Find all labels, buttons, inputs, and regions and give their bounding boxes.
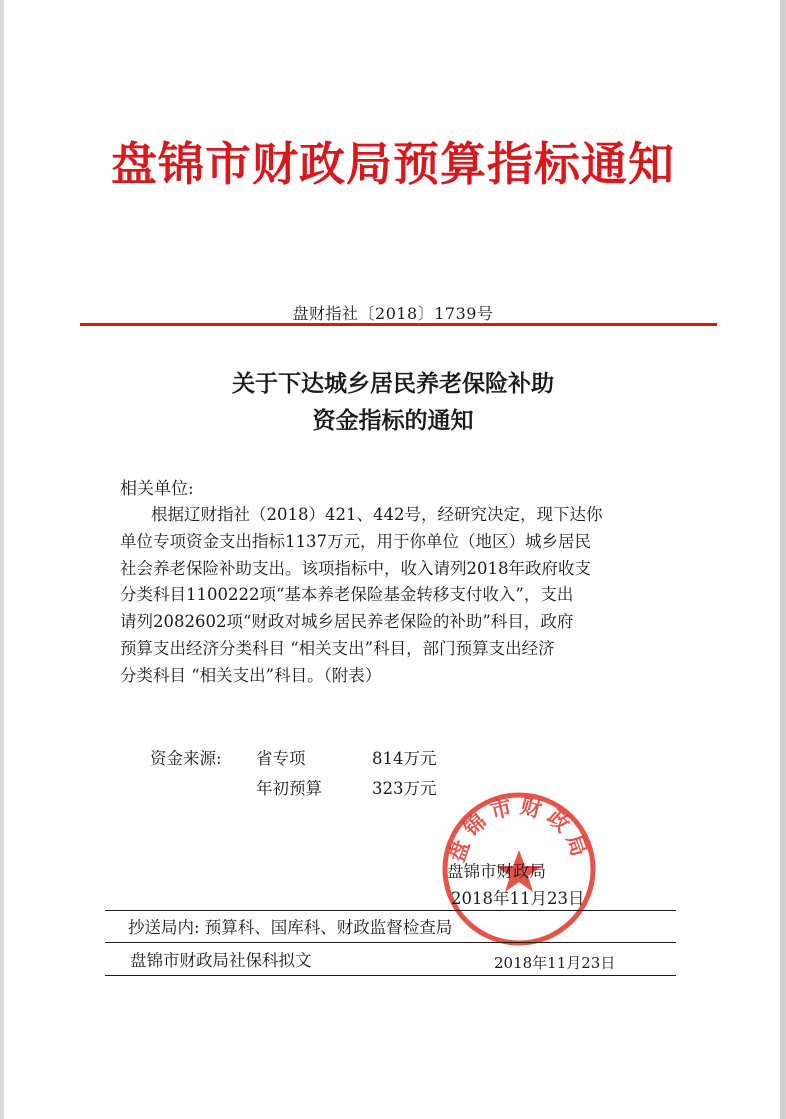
issue-date: 2018年11月23日 <box>451 889 585 908</box>
masthead: 盘锦市财政局预算指标通知 <box>111 137 675 191</box>
draft-date: 2018年11月23日 <box>494 954 616 972</box>
funding-item-name: 省专项 <box>256 749 306 768</box>
funding-item-amount: 814万元 <box>372 749 437 768</box>
funding-sources <box>150 744 470 804</box>
funding-row <box>150 744 470 774</box>
body-line: 社会养老保险补助支出。该项指标中，收入请列2018年政府收支 <box>120 558 591 578</box>
body-line: 分类科目1100222项“基本养老保险基金转移支付收入”，支出 <box>120 585 574 605</box>
body-line: 预算支出经济分类科目 “相关支出”科目，部门预算支出经济 <box>120 638 555 658</box>
funding-row <box>150 774 470 804</box>
cc-line: 抄送局内: 预算科、国库科、财政监督检查局 <box>128 918 453 937</box>
drafter-line: 盘锦市财政局社保科拟文 <box>130 951 312 970</box>
funding-item-name: 年初预算 <box>256 779 322 798</box>
salutation: 相关单位: <box>120 479 194 499</box>
body-line: 分类科目 “相关支出”科目。（附表） <box>120 665 382 685</box>
body-line: 请列2082602项“财政对城乡居民养老保险的补助”科目，政府 <box>120 612 574 632</box>
document-number: 盘财指社〔2018〕1739号 <box>292 304 494 323</box>
body-paragraph <box>120 502 690 690</box>
body-line: 单位专项资金支出指标1137万元，用于你单位（地区）城乡居民 <box>120 531 591 551</box>
svg-text:盘锦市财政局: 盘锦市财政局 <box>444 793 594 865</box>
issuer-block <box>447 858 584 912</box>
footer-rule-bottom <box>105 975 676 976</box>
title-line-2: 资金指标的通知 <box>312 408 474 434</box>
funding-item-amount: 323万元 <box>372 779 437 798</box>
issuer-name: 盘锦市财政局 <box>447 862 546 881</box>
footer-rule-middle <box>105 942 676 943</box>
red-divider <box>80 323 717 326</box>
document-title <box>0 366 786 440</box>
footer-rule-top <box>105 910 676 911</box>
funding-label: 资金来源: <box>150 749 222 768</box>
title-line-1: 关于下达城乡居民养老保险补助 <box>232 371 554 397</box>
body-line: 根据辽财指社（2018）421、442号，经研究决定，现下达你 <box>151 505 603 524</box>
